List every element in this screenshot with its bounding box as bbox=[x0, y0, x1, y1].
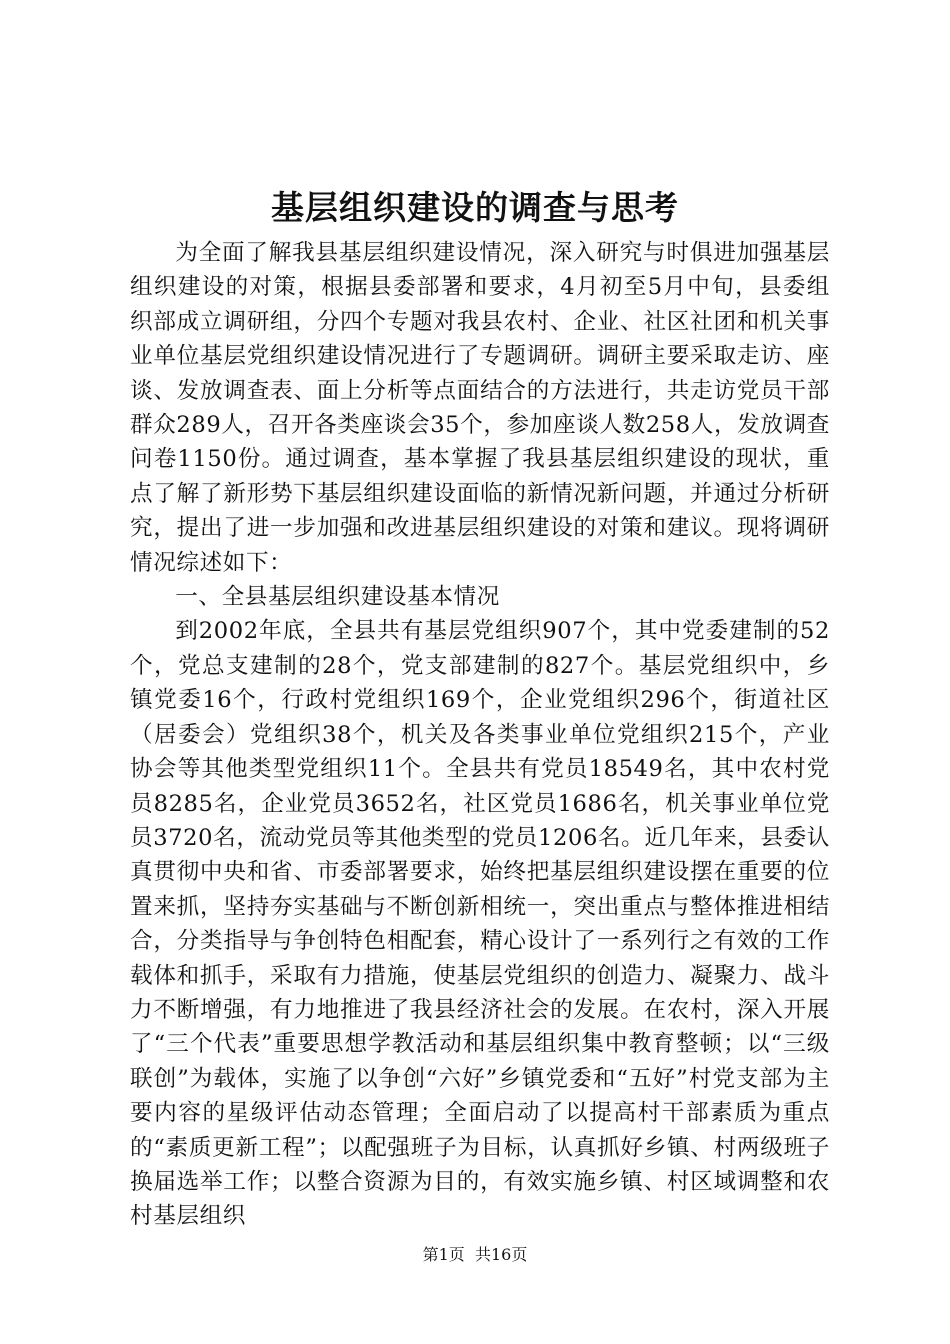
footer-spacer bbox=[465, 1245, 475, 1264]
section-heading: 一、全县基层组织建设基本情况 bbox=[175, 584, 500, 611]
page-footer bbox=[0, 1244, 950, 1266]
paragraph-intro: 为全面了解我县基层组织建设情况，深入研究与时俱进加强基层组织建设的对策，根据县委部署和要求，4月初至5月中旬，县委组织部成立调研组，分四个专题对我县农村、企业、社区社团和机关事业单位基层党组织建设情况进行了专题调研。调研主要采取走访、座谈、发放调查表、面上分析等点面结合的方法进行，共走访党员干部群众289人，召开各类座谈会35个，参加座谈人数258人，发放调查问卷1150份。通过调查，基本掌握了我县基层组织建设的现状，重点了解了新形势下基层组织建设面临的新情况新问题，并通过分析研究，提出了进一步加强和改进基层组织建设的对策和建议。现将调研情况综述如下： bbox=[130, 240, 830, 576]
page-total: 共16页 bbox=[474, 1245, 528, 1264]
paragraph-basic-situation: 到2002年底，全县共有基层党组织907个，其中党委建制的52个，党总支建制的28个，党支部建制的827个。基层党组织中，乡镇党委16个，行政村党组织169个，企业党组织296个，街道社区（居委会）党组织38个，机关及各类事业单位党组织215个，产业协会等其他类型党组织11个。全县共有党员18549名，其中农村党员8285名，企业党员3652名，社区党员1686名，机关事业单位党员3720名，流动党员等其他类型的党员1206名。近几年来，县委认真贯彻中央和省、市委部署要求，始终把基层组织建设摆在重要的位置来抓，坚持夯实基础与不断创新相统一，突出重点与整体推进相结合，分类指导与争创特色相配套，精心设计了一系列行之有效的工作载体和抓手，采取有力措施，使基层党组织的创造力、凝聚力、战斗力不断增强，有力地推进了我县经济社会的发展。在农村，深入开展了“三个代表”重要思想学教活动和基层组织集中教育整顿；以“三级联创”为载体，实施了以争创“六好”乡镇党委和“五好”村党支部为主要内容的星级评估动态管理；全面启动了以提高村干部素质为重点的“素质更新工程”；以配强班子为目标，认真抓好乡镇、村两级班子换届选举工作；以整合资源为目的，有效实施乡镇、村区域调整和农村基层组织 bbox=[130, 618, 830, 1230]
page-number: 第1页 bbox=[422, 1245, 465, 1264]
document-title: 基层组织建设的调查与思考 bbox=[271, 188, 679, 227]
document-body bbox=[130, 236, 830, 1234]
